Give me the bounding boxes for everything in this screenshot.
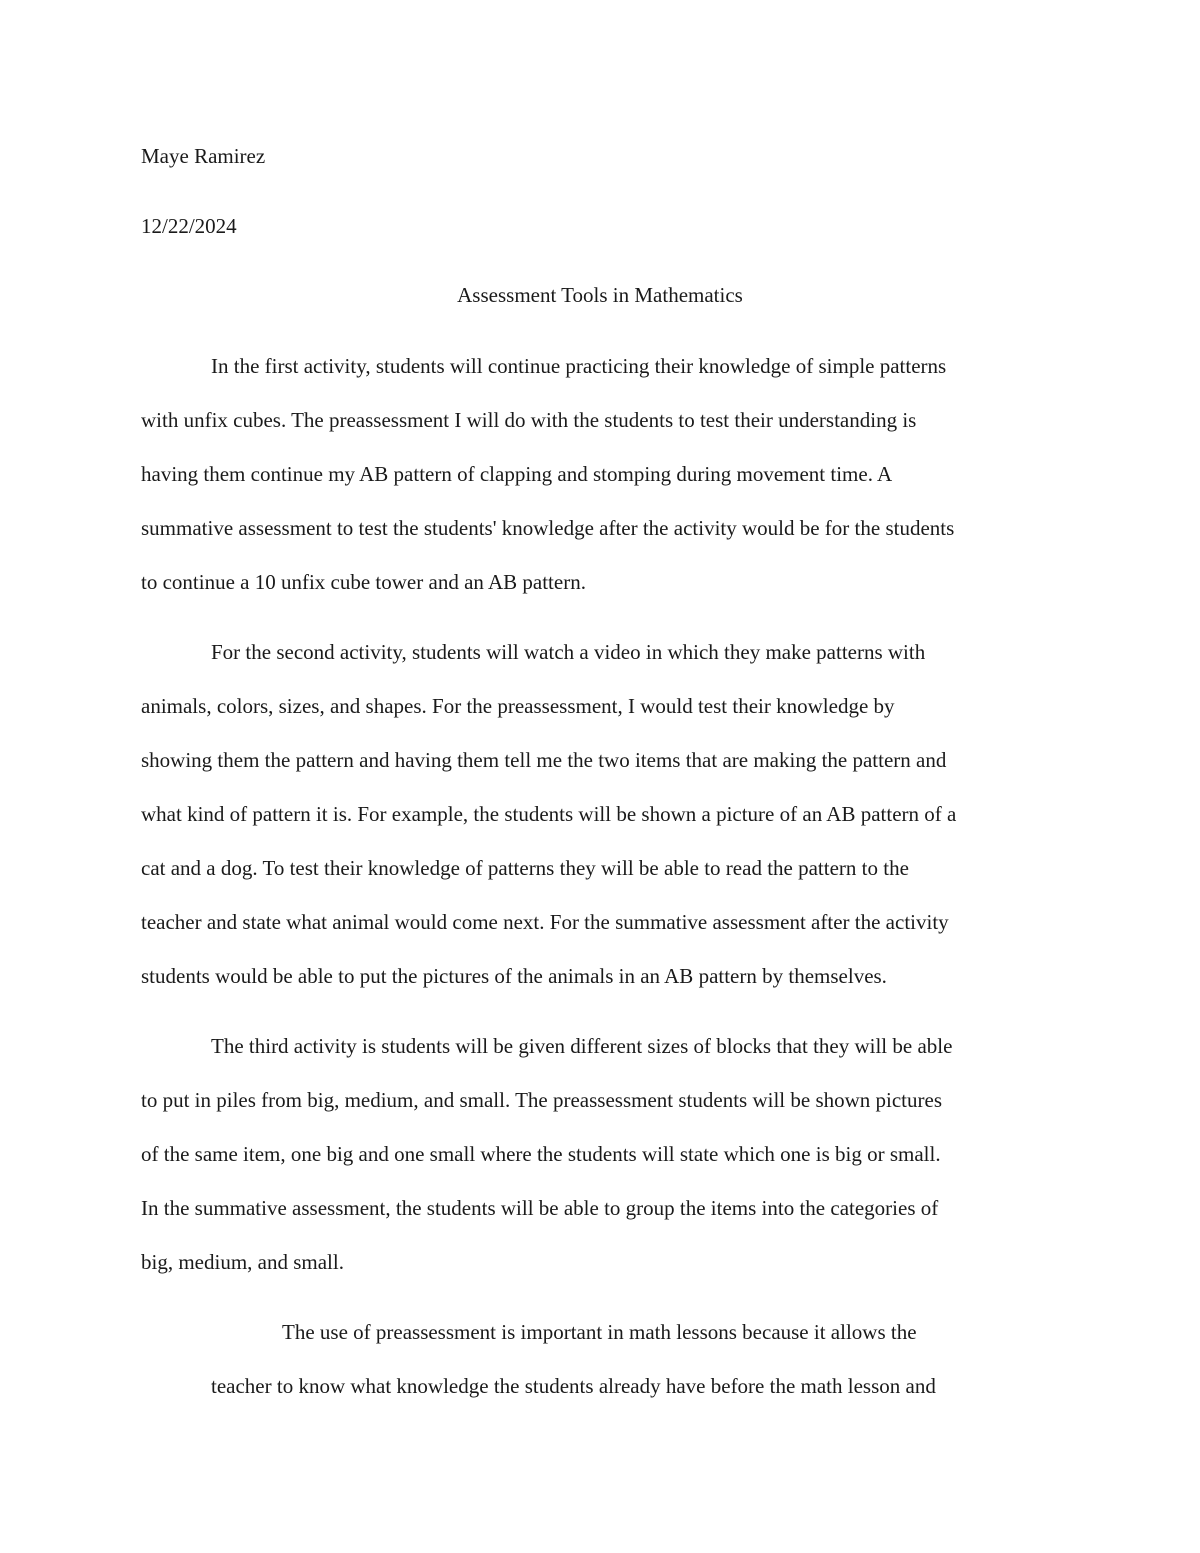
paragraph-line: The use of preassessment is important in math lessons because it allows the xyxy=(282,1320,917,1344)
paragraph-line: animals, colors, sizes, and shapes. For the preassessment, I would test their knowledge by xyxy=(141,694,895,718)
paragraph-line: students would be able to put the pictures of the animals in an AB pattern by themselves. xyxy=(141,964,887,988)
paragraph-line: summative assessment to test the students' knowledge after the activity would be for the students xyxy=(141,516,955,540)
document-title: Assessment Tools in Mathematics xyxy=(457,283,743,307)
paragraph-line: In the summative assessment, the students will be able to group the items into the categories of xyxy=(141,1196,939,1220)
paragraph-line: showing them the pattern and having them tell me the two items that are making the pattern and xyxy=(141,748,947,772)
paragraph-line: big, medium, and small. xyxy=(141,1250,344,1274)
paragraph-line: with unfix cubes. The preassessment I will do with the students to test their understanding is xyxy=(141,408,917,432)
paragraph-line: having them continue my AB pattern of clapping and stomping during movement time. A xyxy=(141,462,893,486)
paragraph-line: cat and a dog. To test their knowledge of patterns they will be able to read the pattern to the xyxy=(141,856,909,880)
document-date: 12/22/2024 xyxy=(141,214,237,238)
paragraph-line: to continue a 10 unfix cube tower and an AB pattern. xyxy=(141,570,586,594)
paragraph-line: For the second activity, students will watch a video in which they make patterns with xyxy=(211,640,926,664)
paragraph-line: teacher and state what animal would come next. For the summative assessment after the activity xyxy=(141,910,949,934)
paragraph-line: teacher to know what knowledge the students already have before the math lesson and xyxy=(211,1374,936,1398)
paragraph-line: what kind of pattern it is. For example, the students will be shown a picture of an AB pattern of a xyxy=(141,802,957,826)
paragraph-line: The third activity is students will be given different sizes of blocks that they will be able xyxy=(211,1034,953,1058)
paragraph-line: to put in piles from big, medium, and small. The preassessment students will be shown pictures xyxy=(141,1088,943,1112)
author-name: Maye Ramirez xyxy=(141,144,266,168)
paragraph-line: In the first activity, students will continue practicing their knowledge of simple patterns xyxy=(211,354,947,378)
paragraph-line: of the same item, one big and one small where the students will state which one is big or small. xyxy=(141,1142,941,1166)
